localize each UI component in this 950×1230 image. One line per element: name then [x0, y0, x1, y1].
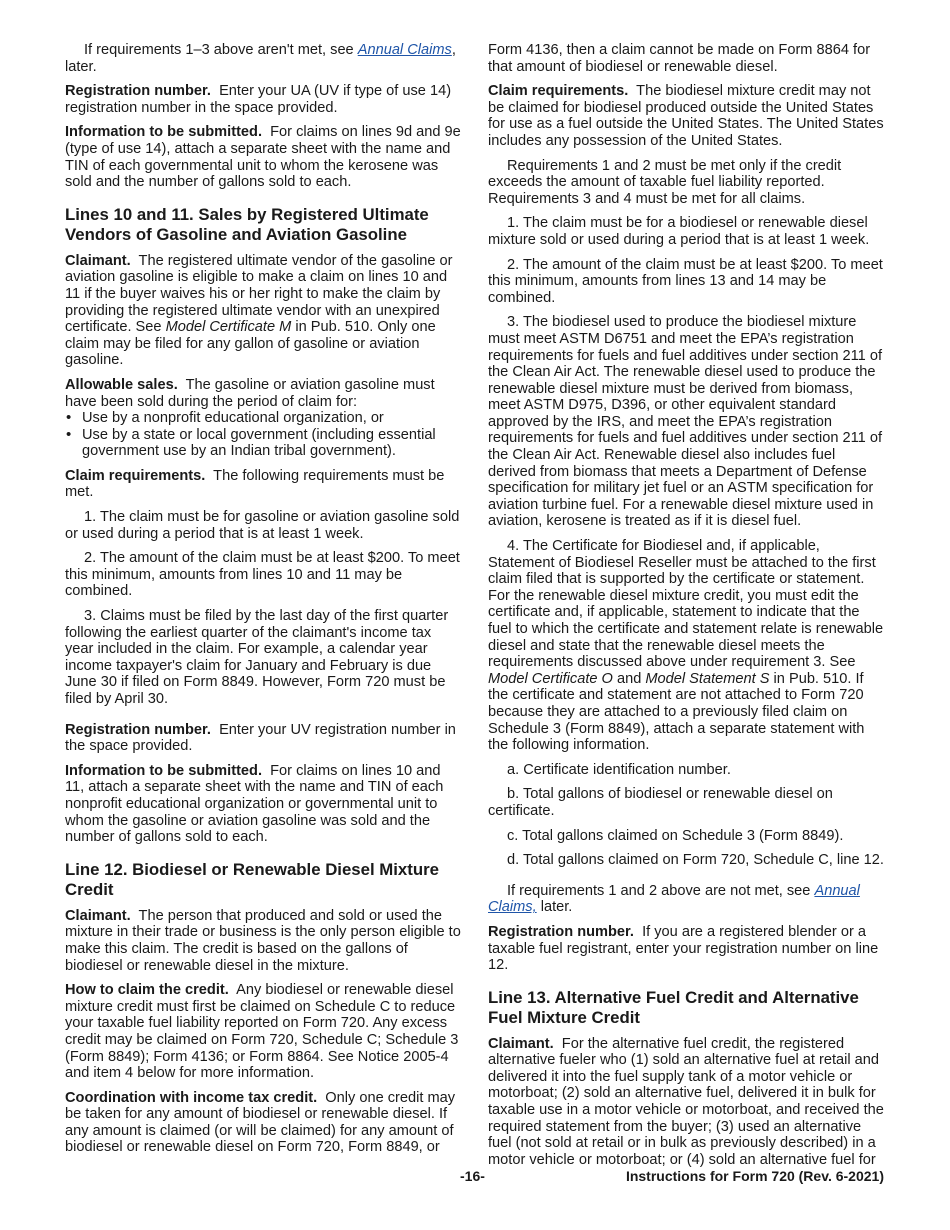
- requirement-item: 1. The claim must be for gasoline or aviation gasoline sold or used during a period that is at least 1 week.: [65, 509, 460, 542]
- right-column: [488, 42, 884, 1176]
- left-column: [65, 42, 461, 1164]
- paragraph-label: Claimant.: [65, 252, 131, 269]
- section-heading-lines-10-11: Lines 10 and 11. Sales by Registered Ultimate Vendors of Gasoline and Aviation Gasoline: [65, 204, 429, 244]
- section-heading-line-13: Line 13. Alternative Fuel Credit and Alternative Fuel Mixture Credit: [488, 987, 859, 1027]
- registration-number-paragraph: Registration number. Enter your UV registration number in the space provided.: [65, 721, 456, 755]
- requirements-intro: Requirements 1 and 2 must be met only if the credit exceeds the amount of taxable fuel liability reported. Requirements 3 and 4 must be met for all claims.: [488, 157, 842, 207]
- registration-number-paragraph: Registration number. Enter your UA (UV if type of use 14) registration number in the space provided.: [65, 83, 452, 116]
- how-to-claim-paragraph: How to claim the credit. Any biodiesel or renewable diesel mixture credit must first be claimed on Schedule C to reduce your taxable fuel liability reported on Form 720. Any excess credit may be claimed on Form 720, Schedule C; Schedule 3 (Form 8849); Form 4136; or Form 8864. See Notice 2005-4 and item 4 below for more information.: [65, 982, 459, 1082]
- page-number: -16-: [460, 1168, 485, 1184]
- paragraph-label: Claimant.: [65, 907, 131, 924]
- requirement-item: 2. The amount of the claim must be at least $200. To meet this minimum, amounts from lines 13 and 14 may be combined.: [488, 256, 883, 306]
- sub-item: c. Total gallons claimed on Schedule 3 (Form 8849).: [507, 827, 844, 844]
- requirement-item: 4. The Certificate for Biodiesel and, if applicable, Statement of Biodiesel Reseller must be attached to the first claim filed that is supported by the certificate or statement. For the renewable diesel mixture credit, you must edit the certificate and, if applicable, statement to indicate that the fuel to which the certificate and statement relate is renewable diesel and state that the renewable diesel meets the requirements discussed above under requirement 3. See Model Certificate O and Model Statement S in Pub. 510. If the certificate and statement are not attached to Form 720 because they are attached to a previously filed claim on Schedule 3 (Form 8849), attach a separate statement with the following information.: [488, 538, 884, 754]
- sub-item: a. Certificate identification number.: [507, 761, 731, 778]
- claim-requirements-paragraph: Claim requirements. The following requirements must be met.: [65, 467, 445, 501]
- sub-item: b. Total gallons of biodiesel or renewable diesel on certificate.: [488, 786, 833, 819]
- paragraph-label: Allowable sales.: [65, 376, 178, 393]
- paragraph-label: Information to be submitted.: [65, 762, 263, 779]
- paragraph-label: Claimant.: [488, 1035, 554, 1052]
- paragraph-label: Claim requirements.: [488, 83, 629, 100]
- information-paragraph: Information to be submitted. For claims on lines 10 and 11, attach a separate sheet with the name and TIN of each nonprofit educational organization or governmental unit to whom the gasoline or aviation gasoline was sold and the number of gallons sold to each.: [65, 762, 444, 846]
- paragraph-label: Registration number.: [65, 83, 211, 100]
- claimant-paragraph: Claimant. The person that produced and sold or used the mixture in their trade or business is the only person eligible to make this claim. The credit is based on the gallons of biodiesel or renewable diesel in the mixture.: [65, 907, 461, 974]
- claimant-paragraph: Claimant. For the alternative fuel credit, the registered alternative fueler who (1) sold an alternative fuel at retail and delivered it into the fuel supply tank of a motor vehicle or motorboat; (2) sold an alternative fuel, delivered it in bulk for taxable use in a motor vehicle or motorboat, and received the required statement from the buyer; (3) used an alternative fuel (not sold at retail or in bulk as previously described) in a motor vehicle or motorboat; or (4) sold an alternative fuel for: [488, 1035, 884, 1168]
- list-item: • Use by a nonprofit educational organization, or: [65, 410, 461, 427]
- paragraph-label: Coordination with income tax credit.: [65, 1089, 318, 1106]
- allowable-sales-list: [65, 410, 461, 460]
- paragraph-label: Information to be submitted.: [65, 124, 263, 141]
- requirement-item: 1. The claim must be for a biodiesel or renewable diesel mixture sold or used during a period that is at least 1 week.: [488, 215, 870, 248]
- annual-claims-reference: If requirements 1 and 2 above are not met, see Annual Claims, later.: [488, 882, 860, 916]
- paragraph-label: How to claim the credit.: [65, 982, 229, 999]
- requirement-item: 3. Claims must be filed by the last day of the first quarter following the earliest quarter of the claimant's income tax year included in the claim. For example, a calendar year income taxpayer's claim for January and February is due June 30 if filed on Form 8849. However, Form 720 must be filed by April 30.: [65, 608, 449, 707]
- annual-claims-link[interactable]: Annual Claims: [357, 42, 452, 58]
- allowable-sales-paragraph: Allowable sales. The gasoline or aviation gasoline must have been sold during the period of claim for:: [65, 376, 435, 410]
- annual-claims-link[interactable]: Annual Claims,: [488, 882, 860, 916]
- section-heading-line-12: Line 12. Biodiesel or Renewable Diesel Mixture Credit: [65, 859, 439, 899]
- annual-claims-reference: If requirements 1–3 above aren't met, see Annual Claims, later.: [65, 42, 456, 75]
- coordination-paragraph: Coordination with income tax credit. Only one credit may be taken for any amount of biodiesel or renewable diesel. If any amount is claimed (or will be claimed) for any amount of biodiesel or renewable diesel on Form 720, Form 8849, or: [65, 1089, 456, 1156]
- paragraph-label: Registration number.: [488, 923, 634, 940]
- sub-item: d. Total gallons claimed on Form 720, Schedule C, line 12.: [507, 852, 884, 869]
- requirement-item: 3. The biodiesel used to produce the biodiesel mixture must meet ASTM D6751 and meet the EPA’s registration requirements for fuels and fuel additives under section 211 of the Clean Air Act. The renewable diesel used to produce the renewable diesel mixture must be derived from biomass, meet ASTM D975, D396, or other equivalent standard approved by the IRS, and meet the EPA’s registration requirements for fuels and fuel additives under section 211 of the Clean Air Act. Renewable diesel also includes fuel derived from biomass that meets a Department of Defense specification for military jet fuel or an ASTM specification for aviation turbine fuel. For a renewable diesel mixture used in aviation, kerosene is treated as if it is diesel fuel.: [488, 314, 882, 530]
- paragraph-label: Claim requirements.: [65, 467, 206, 484]
- requirement-item: 2. The amount of the claim must be at least $200. To meet this minimum, amounts from lines 10 and 11 may be combined.: [65, 550, 460, 600]
- claim-requirements-paragraph: Claim requirements. The biodiesel mixture credit may not be claimed for biodiesel produced outside the United States for use as a fuel outside the United States. The United States includes any possession of the United States.: [488, 83, 884, 149]
- information-paragraph: Information to be submitted. For claims on lines 9d and 9e (type of use 14), attach a separate sheet with the name and TIN of each governmental unit to whom the kerosene was sold and the number of gallons sold to each.: [65, 124, 461, 191]
- continued-paragraph: Form 4136, then a claim cannot be made on Form 8864 for that amount of biodiesel or renewable diesel.: [488, 42, 871, 75]
- registration-number-paragraph: Registration number. If you are a registered blender or a taxable fuel registrant, enter your registration number on line 12.: [488, 923, 879, 974]
- list-item: • Use by a state or local government (including essential government use by an Indian tribal government).: [65, 427, 461, 460]
- form-title: Instructions for Form 720 (Rev. 6-2021): [625, 1168, 884, 1184]
- claimant-paragraph: Claimant. The registered ultimate vendor of the gasoline or aviation gasoline is eligible to make a claim on lines 10 and 11 if the buyer waives his or her right to make the claim by providing the registered ultimate vendor with an unexpired certificate. See Model Certificate M in Pub. 510. Only one claim may be filed for any gallon of gasoline or aviation gasoline.: [65, 252, 453, 369]
- page-footer: [0, 1168, 950, 1188]
- paragraph-label: Registration number.: [65, 721, 211, 738]
